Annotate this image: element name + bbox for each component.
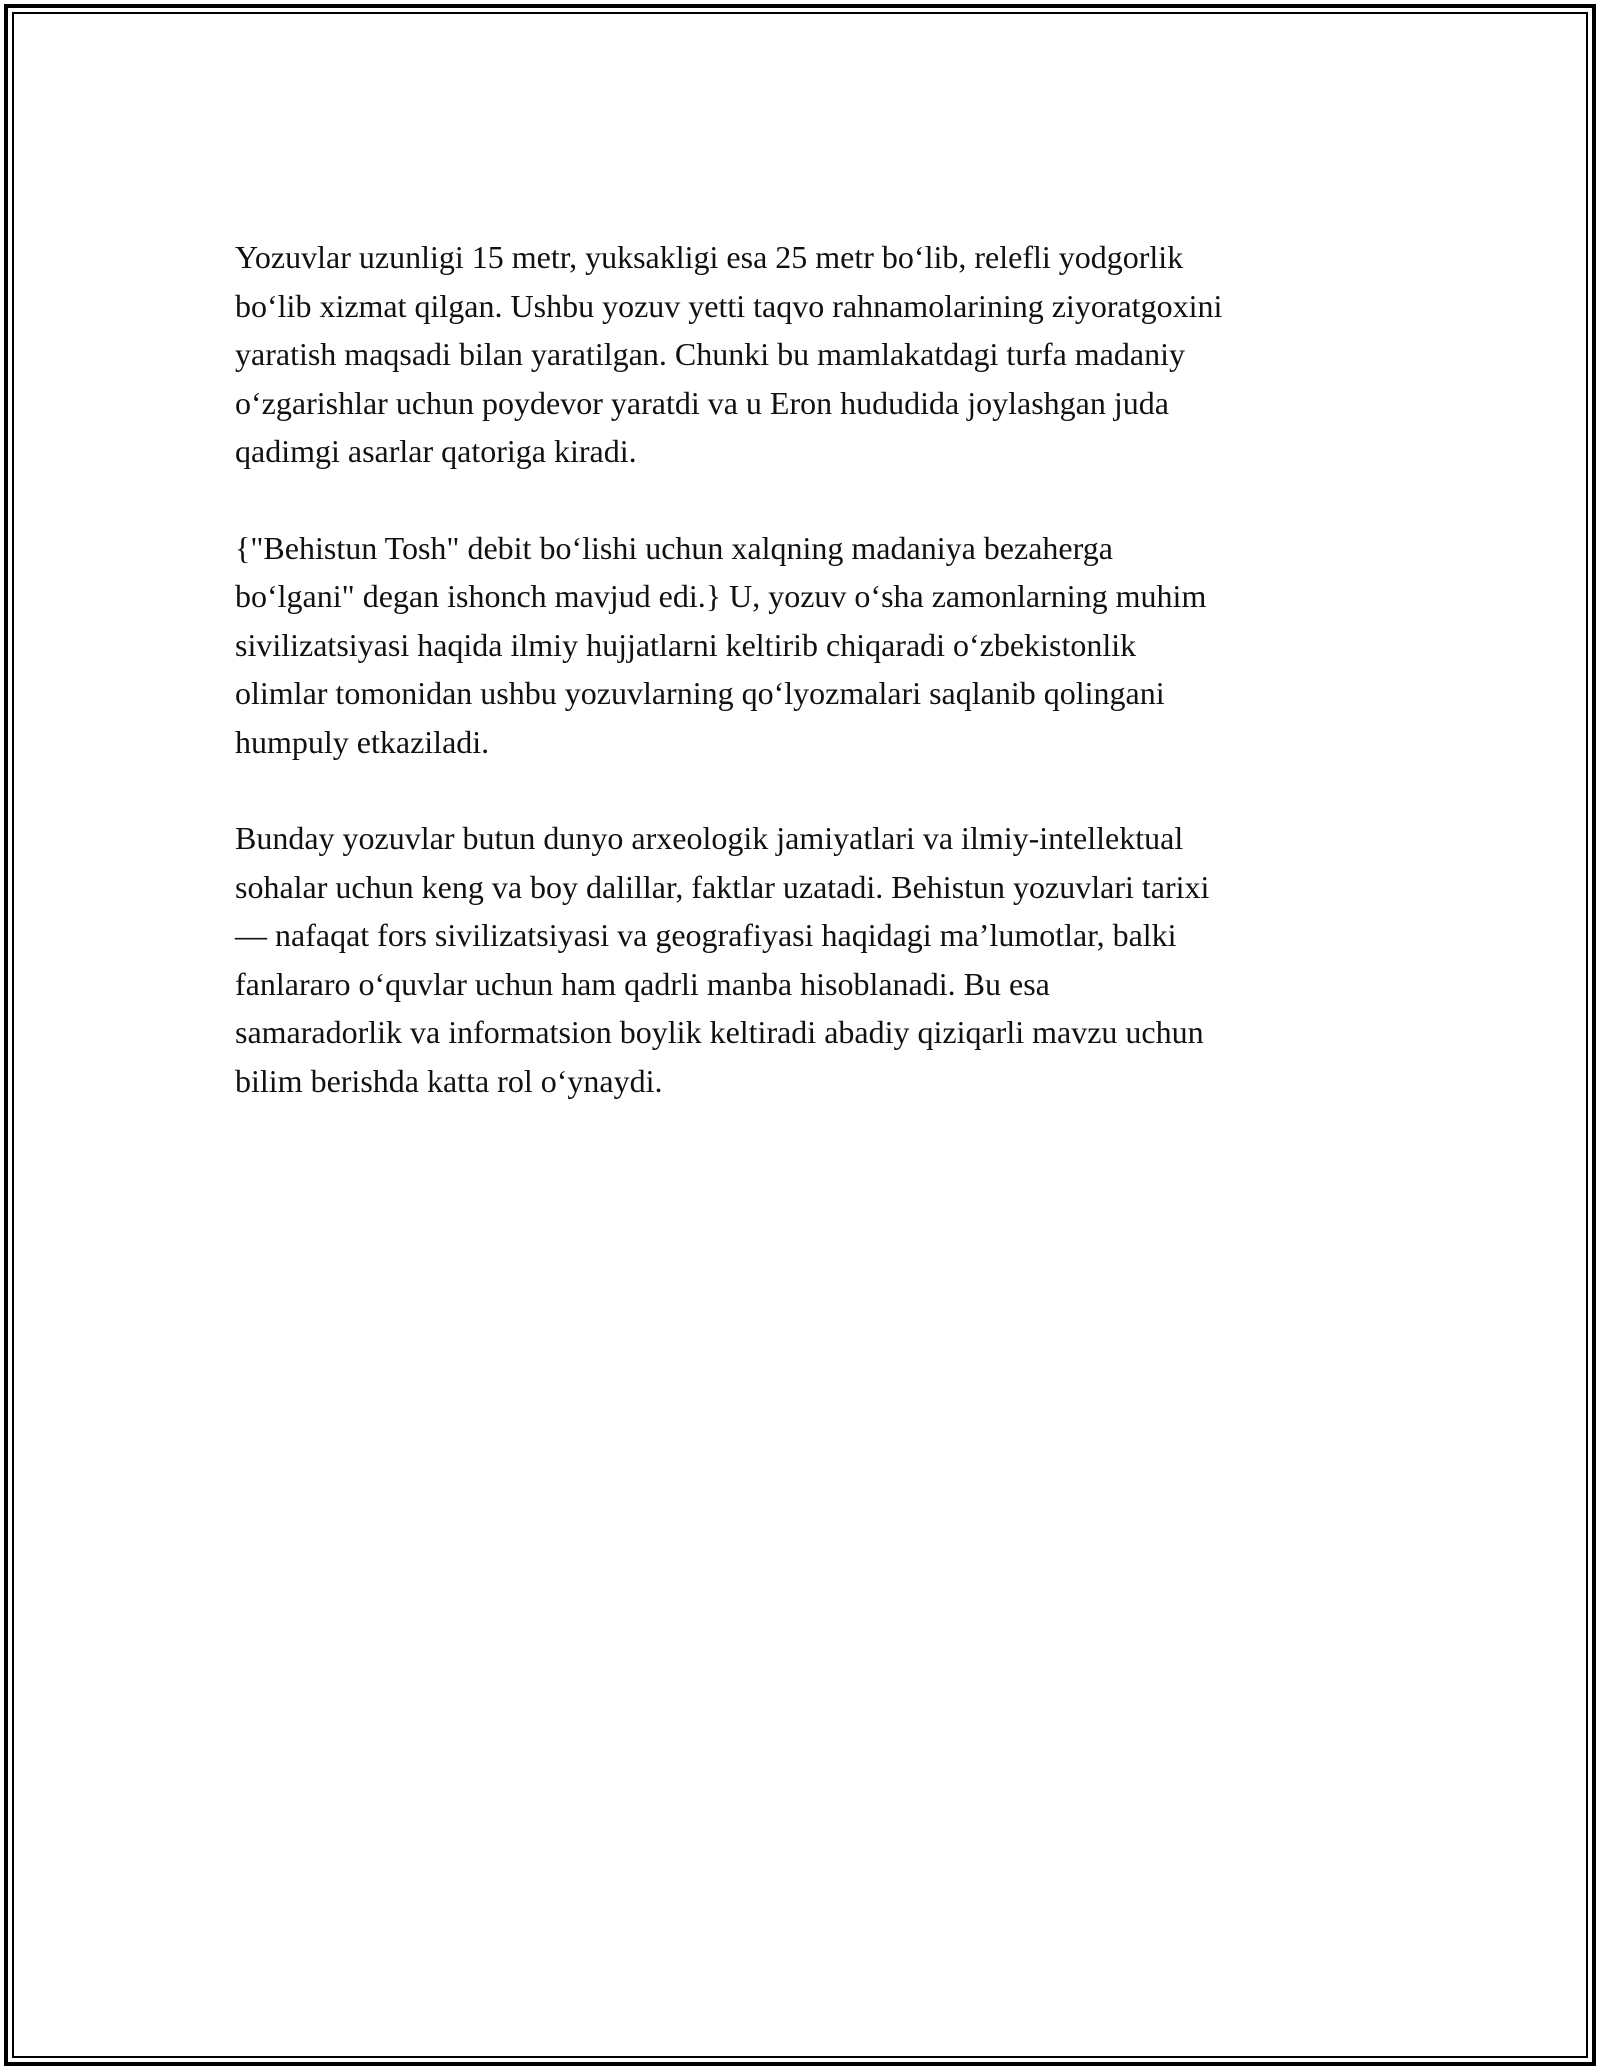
document-body bbox=[235, 233, 1385, 1153]
paragraph-1: Yozuvlar uzunligi 15 metr, yuksakligi esa 25 metr bo‘lib, relefli yodgorlik bo‘lib xizmat qilgan. Ushbu yozuv yetti taqvo rahnamolarining ziyoratgoxini yaratish maqsadi bilan yaratilgan. Chunki bu mamlakatdagi turfa madaniy o‘zgarishlar uchun poydevor yaratdi va u Eron hududida joylashgan juda qadimgi asarlar qatoriga kiradi. bbox=[235, 239, 1223, 469]
paragraph-3: Bunday yozuvlar butun dunyo arxeologik jamiyatlari va ilmiy-intellektual sohalar uchun keng va boy dalillar, faktlar uzatadi. Behistun yozuvlari tarixi — nafaqat fors sivilizatsiyasi va geografiyasi haqidagi ma’lumotlar, balki fanlararo o‘quvlar uchun ham qadrli manba hisoblanadi. Bu esa samaradorlik va informatsion boylik keltiradi abadiy qiziqarli mavzu uchun bilim berishda katta rol o‘ynaydi. bbox=[235, 820, 1210, 1099]
paragraph-2: {"Behistun Tosh" debit bo‘lishi uchun xalqning madaniya bezaherga bo‘lgani" degan ishonch mavjud edi.} U, yozuv o‘sha zamonlarning muhim sivilizatsiyasi haqida ilmiy hujjatlarni keltirib chiqaradi o‘zbekistonlik olimlar tomonidan ushbu yozuvlarning qo‘lyozmalari saqlanib qolingani humpuly etkaziladi. bbox=[235, 529, 1207, 760]
